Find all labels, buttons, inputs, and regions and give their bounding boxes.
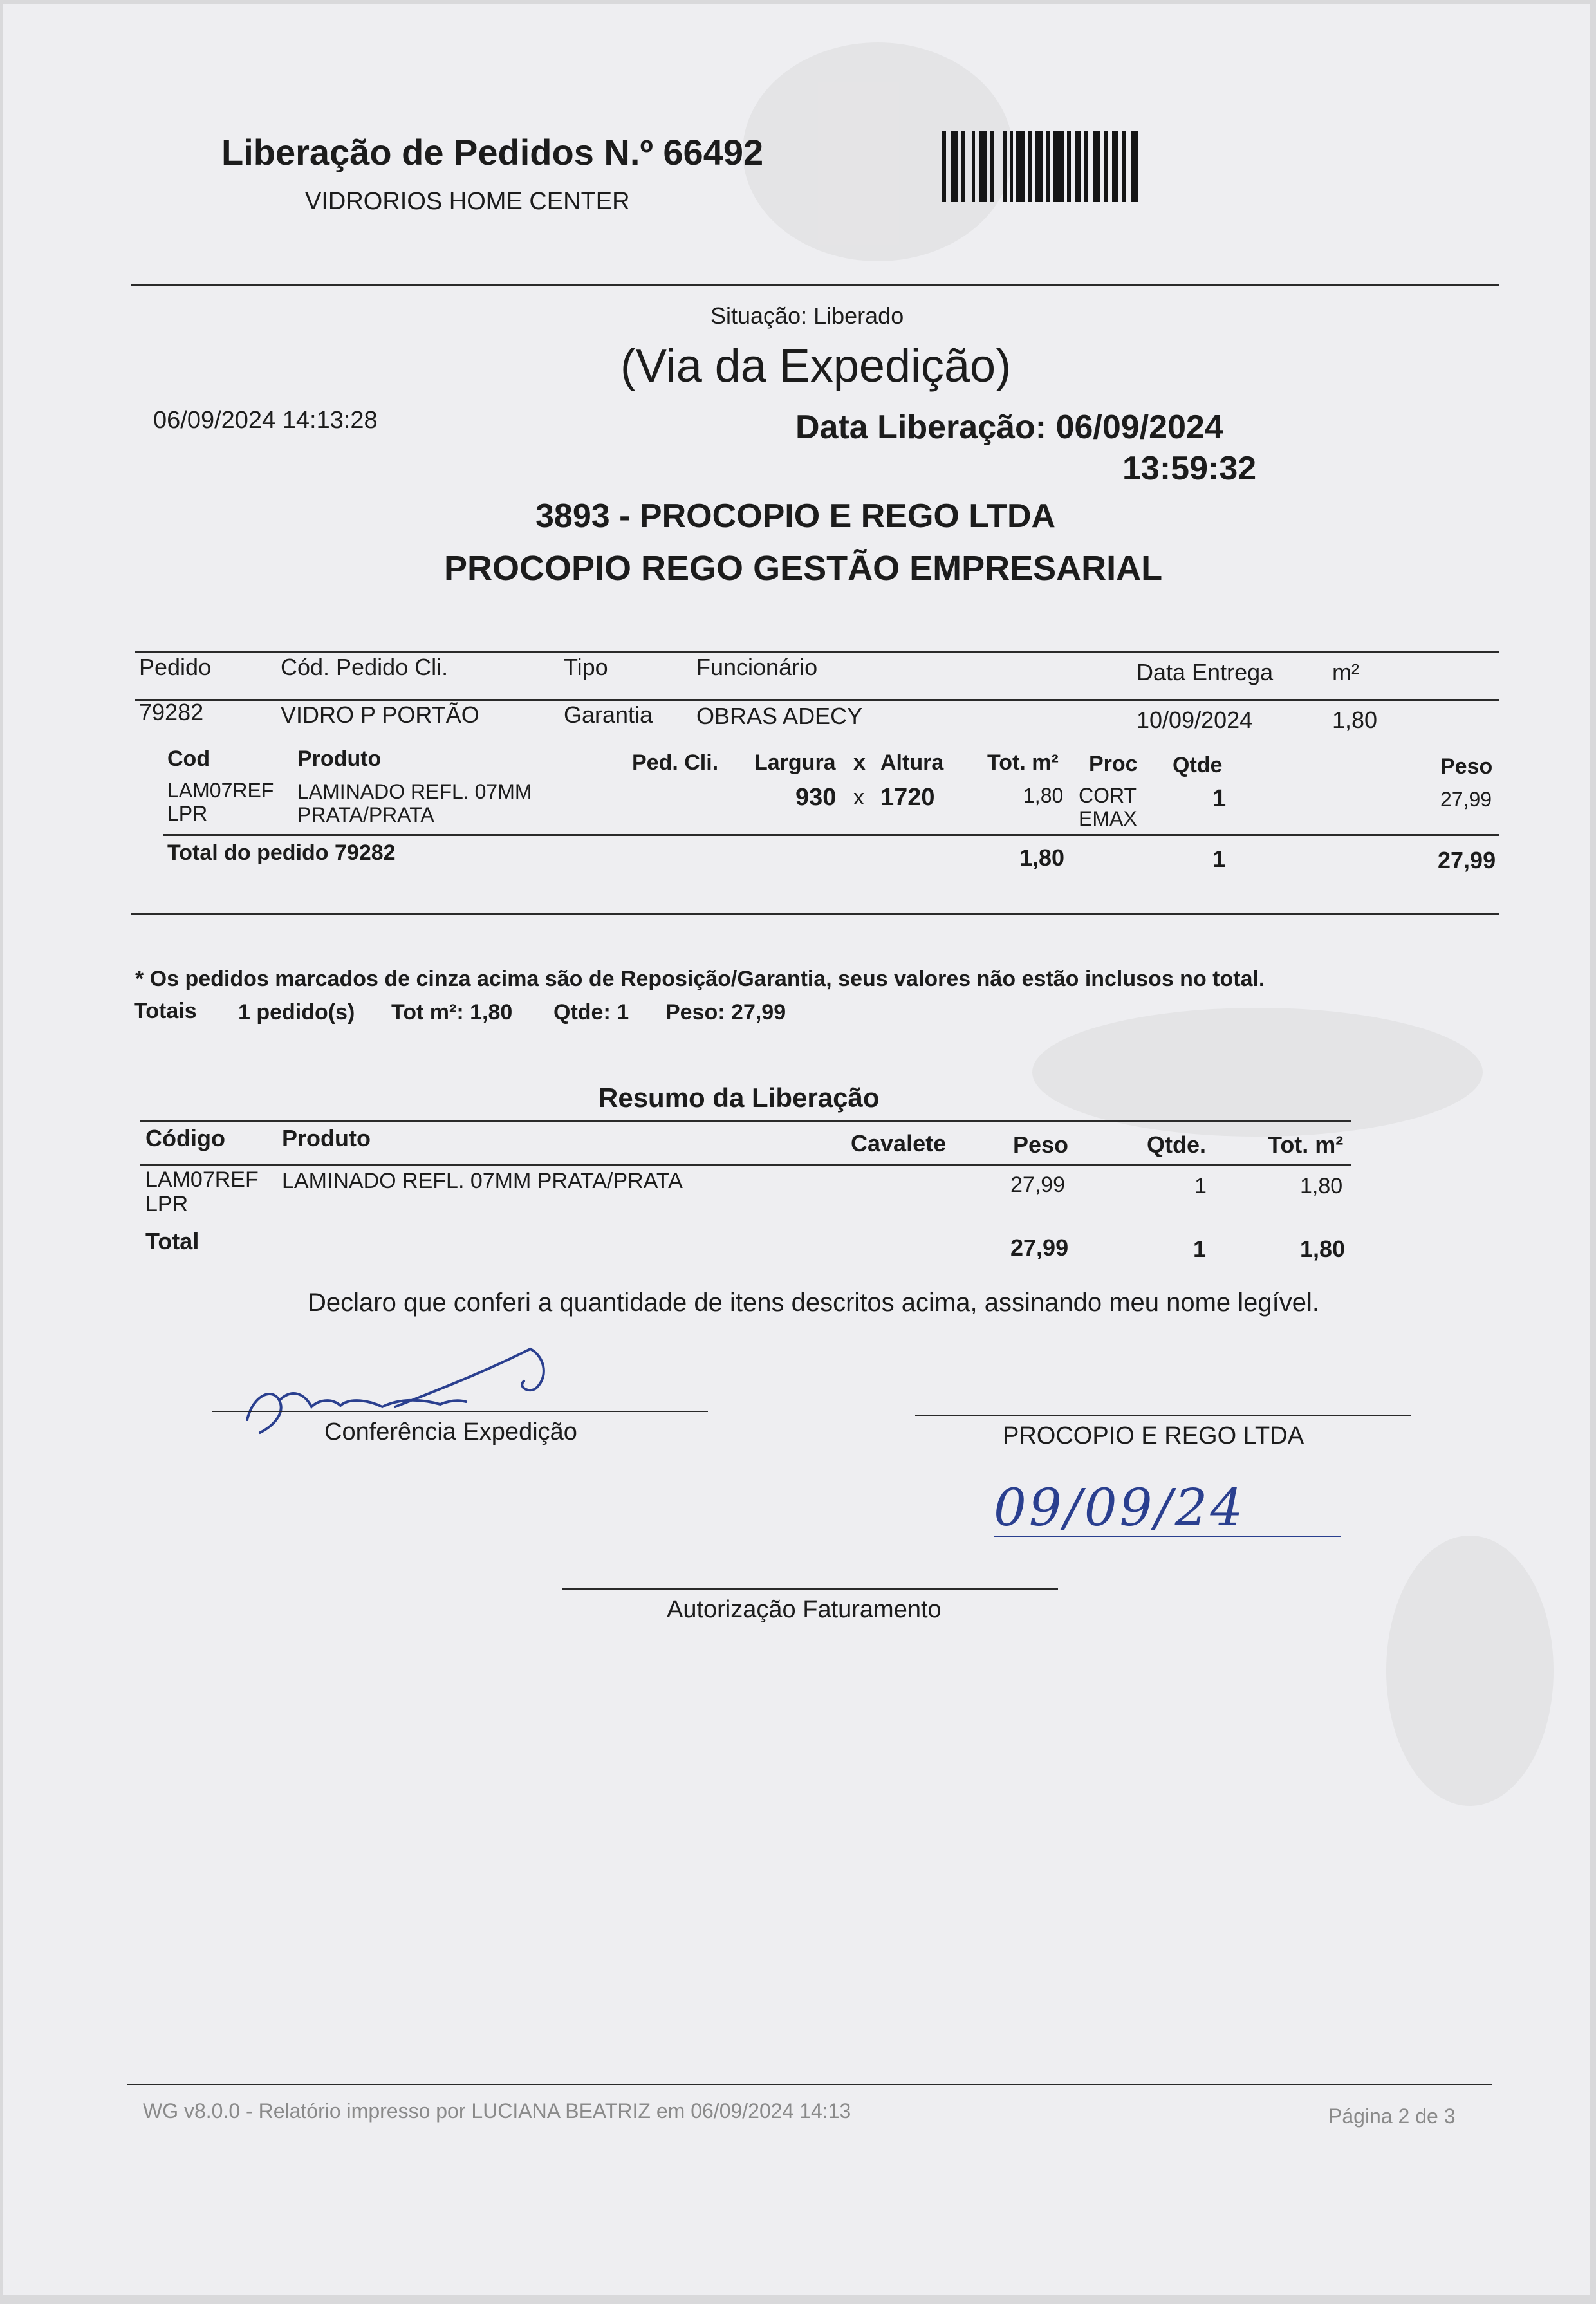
resumo-col-peso: Peso [1013, 1131, 1069, 1158]
data-liberacao-time: 13:59:32 [1122, 450, 1257, 487]
col-tipo: Tipo [564, 654, 608, 680]
item-cod-2: LPR [167, 802, 208, 825]
resumo-title: Resumo da Liberação [598, 1082, 880, 1113]
col-cod-pedido-cli: Cód. Pedido Cli. [281, 654, 449, 680]
signature-line-left [212, 1411, 708, 1412]
resumo-total-qtde: 1 [1193, 1236, 1207, 1262]
resumo-qtde: 1 [1194, 1174, 1207, 1198]
resumo-col-produto: Produto [282, 1125, 371, 1151]
footer-printed-by: WG v8.0.0 - Relatório impresso por LUCIANA BEATRIZ em 06/09/2024 14:13 [143, 2099, 851, 2123]
resumo-codigo-2: LPR [145, 1192, 189, 1216]
item-x: x [853, 785, 864, 810]
item-col-largura: Largura [754, 750, 836, 775]
totais-m2: Tot m²: 1,80 [391, 1000, 513, 1025]
item-qtde: 1 [1212, 785, 1227, 812]
col-pedido: Pedido [139, 654, 212, 680]
resumo-header-line [140, 1164, 1351, 1166]
items-total-label: Total do pedido 79282 [167, 841, 396, 865]
resumo-produto: LAMINADO REFL. 07MM PRATA/PRATA [282, 1169, 683, 1193]
item-proc-2: EMAX [1079, 807, 1137, 830]
item-tot-m2: 1,80 [1023, 784, 1064, 807]
item-proc-1: CORT [1079, 784, 1137, 807]
totais-pedidos: 1 pedido(s) [238, 1000, 355, 1025]
resumo-col-qtde: Qtde. [1147, 1131, 1207, 1158]
item-col-produto: Produto [297, 747, 382, 771]
divider [131, 284, 1499, 286]
item-col-qtde: Qtde [1173, 753, 1223, 777]
item-col-peso: Peso [1440, 754, 1493, 779]
order-tipo: Garantia [564, 701, 653, 728]
resumo-total-m2: 1,80 [1300, 1236, 1346, 1262]
resumo-total-peso: 27,99 [1010, 1234, 1069, 1261]
client-group: PROCOPIO REGO GESTÃO EMPRESARIAL [444, 549, 1163, 588]
item-col-cod: Cod [167, 747, 210, 771]
document-page [3, 4, 1590, 2295]
item-altura: 1720 [880, 784, 935, 811]
resumo-total-label: Total [145, 1228, 200, 1254]
document-title: Liberação de Pedidos N.º 66492 [221, 132, 764, 172]
signature-line-right [915, 1415, 1411, 1416]
col-m2: m² [1332, 659, 1359, 685]
situacao-status: Situação: Liberado [710, 302, 904, 329]
items-total-m2: 1,80 [1019, 844, 1065, 871]
items-total-line [163, 834, 1499, 836]
order-data-entrega: 10/09/2024 [1137, 707, 1253, 733]
via-label: (Via da Expedição) [620, 340, 1012, 392]
client-name: 3893 - PROCOPIO E REGO LTDA [535, 497, 1056, 535]
resumo-col-codigo: Código [145, 1125, 225, 1151]
totais-label: Totais [134, 999, 197, 1023]
item-col-tot-m2: Tot. m² [987, 750, 1059, 775]
col-data-entrega: Data Entrega [1137, 659, 1274, 685]
order-cod-cli: VIDRO P PORTÃO [281, 701, 479, 728]
resumo-top-line [140, 1120, 1351, 1122]
footer-page-number: Página 2 de 3 [1328, 2104, 1456, 2128]
item-col-ped-cli: Ped. Cli. [632, 750, 719, 775]
resumo-tot-m2: 1,80 [1300, 1174, 1343, 1198]
data-liberacao: Data Liberação: 06/09/2024 [795, 409, 1223, 446]
order-funcionario: OBRAS ADECY [696, 703, 863, 729]
item-col-proc: Proc [1089, 752, 1138, 776]
order-pedido: 79282 [139, 699, 204, 725]
item-produto-2: PRATA/PRATA [297, 803, 434, 826]
resumo-col-tot-m2: Tot. m² [1268, 1131, 1344, 1158]
reposicao-note: * Os pedidos marcados de cinza acima são de Reposição/Garantia, seus valores não estão inclusos no total. [135, 967, 1265, 991]
item-largura: 930 [795, 784, 837, 811]
item-peso: 27,99 [1440, 788, 1492, 811]
paper-stain [1386, 1536, 1554, 1806]
resumo-peso: 27,99 [1010, 1173, 1066, 1197]
signature-line-bottom [562, 1588, 1058, 1590]
divider [131, 913, 1499, 915]
item-cod-1: LAM07REF [167, 779, 274, 802]
handwritten-date: 09/09/24 [994, 1478, 1246, 1538]
company-signature-label: PROCOPIO E REGO LTDA [1003, 1422, 1304, 1449]
conferencia-label: Conferência Expedição [324, 1418, 577, 1445]
handwritten-underline [994, 1536, 1341, 1537]
company-name: VIDRORIOS HOME CENTER [305, 188, 630, 215]
totais-peso: Peso: 27,99 [665, 1000, 786, 1025]
item-col-altura: Altura [880, 750, 944, 775]
resumo-col-cavalete: Cavalete [851, 1130, 947, 1157]
resumo-codigo-1: LAM07REF [145, 1167, 259, 1192]
items-total-qtde: 1 [1212, 846, 1226, 872]
table-top-line [135, 651, 1499, 653]
totais-qtde: Qtde: 1 [553, 1000, 629, 1025]
table-header-line [135, 699, 1499, 701]
print-datetime: 06/09/2024 14:13:28 [153, 407, 378, 434]
col-funcionario: Funcionário [696, 654, 818, 680]
items-total-peso: 27,99 [1438, 847, 1496, 873]
declaration-text: Declaro que conferi a quantidade de itens descritos acima, assinando meu nome legível. [308, 1288, 1320, 1317]
autorizacao-label: Autorização Faturamento [667, 1596, 942, 1623]
item-col-x: x [853, 750, 866, 775]
paper-stain [1032, 1008, 1483, 1137]
order-m2: 1,80 [1332, 707, 1378, 733]
footer-line [127, 2084, 1492, 2085]
item-produto-1: LAMINADO REFL. 07MM [297, 780, 532, 803]
barcode [942, 131, 1138, 202]
